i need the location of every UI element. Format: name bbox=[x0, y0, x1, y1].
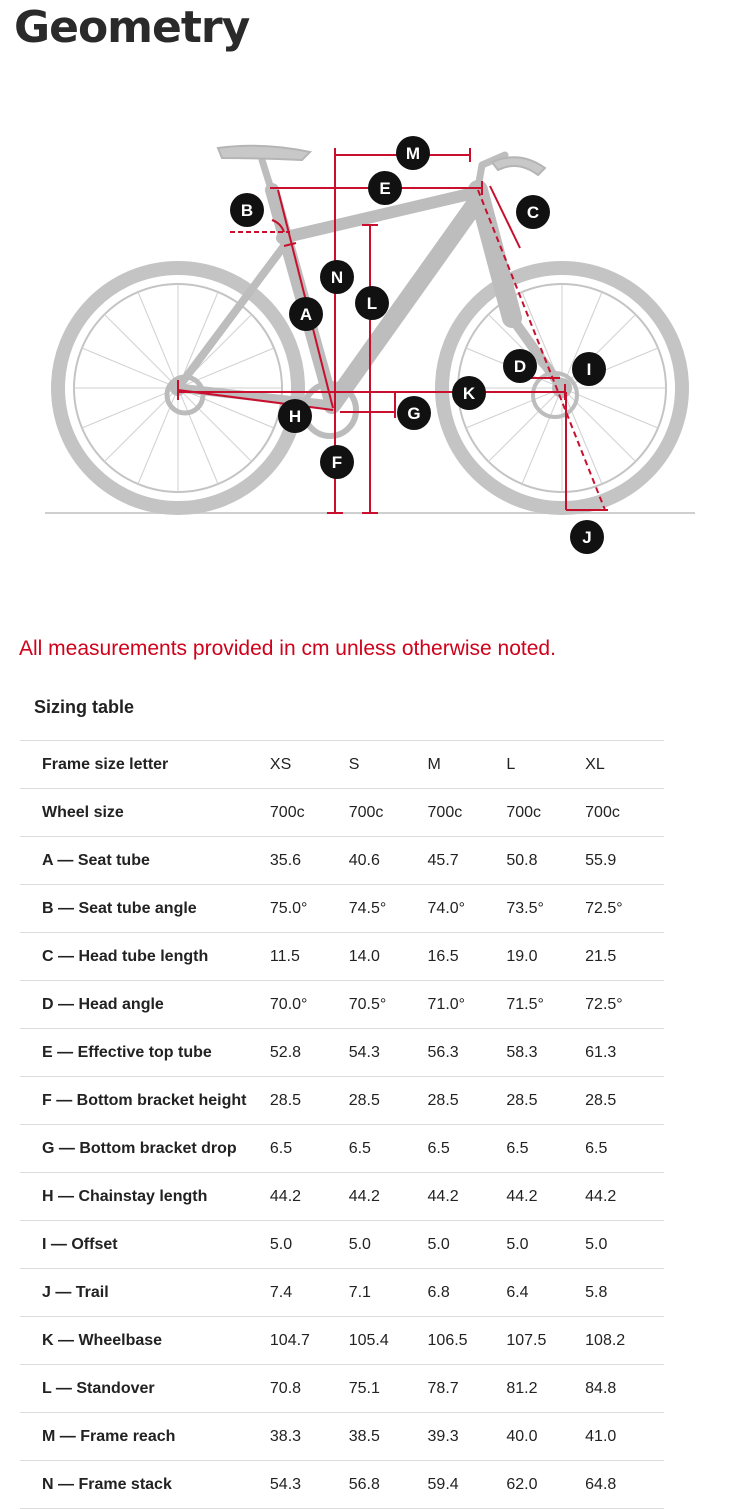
table-cell: 64.8 bbox=[585, 1475, 617, 1493]
table-cell: 21.5 bbox=[585, 947, 617, 965]
marker-m bbox=[396, 136, 430, 170]
row-label: L — Standover bbox=[42, 1379, 155, 1397]
table-cell: 28.5 bbox=[427, 1091, 459, 1109]
table-cell: 52.8 bbox=[269, 1043, 302, 1061]
marker-l bbox=[355, 286, 389, 320]
table-cell: 75.0° bbox=[269, 899, 308, 917]
table-cell: 5.0 bbox=[269, 1235, 293, 1253]
table-cell: 44.2 bbox=[506, 1187, 538, 1205]
svg-text:G: G bbox=[407, 404, 421, 423]
table-cell: 14.0 bbox=[348, 947, 380, 965]
table-row bbox=[20, 1413, 664, 1461]
table-body bbox=[20, 789, 664, 1509]
marker-a bbox=[289, 297, 323, 331]
table-cell: 40.6 bbox=[348, 851, 380, 869]
table-cell: 74.5° bbox=[348, 899, 387, 917]
table-cell: 106.5 bbox=[427, 1331, 468, 1349]
row-label: K — Wheelbase bbox=[42, 1331, 163, 1349]
row-label: H — Chainstay length bbox=[42, 1187, 208, 1205]
marker-e bbox=[368, 171, 402, 205]
table-cell: 38.3 bbox=[269, 1427, 302, 1445]
table-cell: 70.5° bbox=[348, 995, 387, 1013]
row-label: C — Head tube length bbox=[42, 947, 209, 965]
header-size: XL bbox=[585, 755, 605, 773]
marker-h bbox=[278, 399, 312, 433]
header-size: M bbox=[427, 755, 441, 773]
header-size: L bbox=[506, 755, 516, 773]
handlebar bbox=[492, 157, 545, 175]
svg-text:I: I bbox=[586, 360, 592, 379]
row-label: D — Head angle bbox=[42, 995, 164, 1013]
page-title: Geometry bbox=[14, 2, 250, 53]
sizing-table-title: Sizing table bbox=[34, 697, 135, 717]
table-cell: 61.3 bbox=[585, 1043, 617, 1061]
measurement-note: All measurements provided in cm unless otherwise noted. bbox=[19, 637, 556, 660]
table-cell: 50.8 bbox=[506, 851, 538, 869]
table-cell: 70.8 bbox=[269, 1379, 302, 1397]
table-cell: 62.0 bbox=[506, 1475, 538, 1493]
table-cell: 700c bbox=[348, 803, 384, 821]
table-cell: 5.8 bbox=[585, 1283, 608, 1301]
table-cell: 41.0 bbox=[585, 1427, 617, 1445]
line-steer-axis bbox=[478, 190, 605, 510]
table-cell: 700c bbox=[585, 803, 620, 821]
header-size: S bbox=[348, 755, 360, 773]
table-cell: 107.5 bbox=[506, 1331, 547, 1349]
table-cell: 700c bbox=[427, 803, 463, 821]
table-cell: 56.8 bbox=[348, 1475, 380, 1493]
svg-text:F: F bbox=[331, 453, 343, 472]
table-header-row bbox=[20, 741, 664, 789]
table-cell: 28.5 bbox=[585, 1091, 617, 1109]
table-cell: 54.3 bbox=[348, 1043, 380, 1061]
table-cell: 40.0 bbox=[506, 1427, 538, 1445]
table-cell: 55.9 bbox=[585, 851, 617, 869]
row-label: J — Trail bbox=[42, 1283, 109, 1301]
table-row bbox=[20, 1173, 664, 1221]
marker-n bbox=[320, 260, 354, 294]
svg-text:B: B bbox=[240, 201, 254, 220]
table-cell: 71.0° bbox=[427, 995, 466, 1013]
table-cell: 44.2 bbox=[427, 1187, 459, 1205]
table-cell: 5.0 bbox=[427, 1235, 450, 1253]
table-cell: 16.5 bbox=[427, 947, 459, 965]
row-label: M — Frame reach bbox=[42, 1427, 176, 1445]
table-cell: 70.0° bbox=[269, 995, 308, 1013]
table-row bbox=[20, 1029, 664, 1077]
row-label: I — Offset bbox=[42, 1235, 118, 1253]
svg-text:L: L bbox=[366, 294, 378, 313]
table-cell: 6.5 bbox=[585, 1139, 608, 1157]
table-cell: 5.0 bbox=[348, 1235, 371, 1253]
table-cell: 54.3 bbox=[269, 1475, 302, 1493]
table-cell: 75.1 bbox=[348, 1379, 380, 1397]
table-row bbox=[20, 1317, 664, 1365]
table-row bbox=[20, 885, 664, 933]
svg-text:D: D bbox=[513, 357, 527, 376]
table-cell: 6.8 bbox=[427, 1283, 450, 1301]
header-size: XS bbox=[269, 755, 292, 773]
table-cell: 72.5° bbox=[585, 995, 623, 1013]
table-cell: 5.0 bbox=[585, 1235, 608, 1253]
table-cell: 6.5 bbox=[269, 1139, 293, 1157]
svg-text:M: M bbox=[405, 144, 421, 163]
row-label: E — Effective top tube bbox=[42, 1043, 212, 1061]
svg-text:C: C bbox=[526, 203, 540, 222]
row-label: N — Frame stack bbox=[42, 1475, 172, 1493]
table-row bbox=[20, 837, 664, 885]
svg-text:N: N bbox=[330, 268, 344, 287]
table-row bbox=[20, 981, 664, 1029]
bike-geometry-diagram bbox=[40, 125, 710, 560]
svg-text:J: J bbox=[582, 528, 592, 547]
marker-g bbox=[397, 396, 431, 430]
marker-j bbox=[570, 520, 604, 554]
table-cell: 105.4 bbox=[348, 1331, 389, 1349]
table-cell: 74.0° bbox=[427, 899, 466, 917]
svg-text:A: A bbox=[299, 305, 313, 324]
row-label: B — Seat tube angle bbox=[42, 899, 197, 917]
table-cell: 81.2 bbox=[506, 1379, 538, 1397]
table-cell: 72.5° bbox=[585, 899, 623, 917]
row-label: G — Bottom bracket drop bbox=[42, 1139, 237, 1157]
table-cell: 45.7 bbox=[427, 851, 459, 869]
table-cell: 58.3 bbox=[506, 1043, 538, 1061]
marker-c bbox=[516, 195, 550, 229]
svg-text:K: K bbox=[462, 384, 476, 403]
marker-i bbox=[572, 352, 606, 386]
table-cell: 56.3 bbox=[427, 1043, 459, 1061]
table-cell: 78.7 bbox=[427, 1379, 459, 1397]
table-cell: 28.5 bbox=[348, 1091, 380, 1109]
table-cell: 6.5 bbox=[506, 1139, 529, 1157]
table-row bbox=[20, 789, 664, 837]
header-label: Frame size letter bbox=[42, 755, 169, 773]
table-cell: 104.7 bbox=[269, 1331, 310, 1349]
table-cell: 6.5 bbox=[348, 1139, 371, 1157]
table-cell: 59.4 bbox=[427, 1475, 459, 1493]
table-row bbox=[20, 1125, 664, 1173]
svg-text:E: E bbox=[379, 179, 391, 198]
table-cell: 84.8 bbox=[585, 1379, 617, 1397]
table-cell: 28.5 bbox=[269, 1091, 302, 1109]
table-cell: 44.2 bbox=[585, 1187, 617, 1205]
table-cell: 11.5 bbox=[269, 947, 300, 965]
table-cell: 19.0 bbox=[506, 947, 538, 965]
marker-d bbox=[503, 349, 537, 383]
table-cell: 108.2 bbox=[585, 1331, 626, 1349]
table-cell: 7.1 bbox=[348, 1283, 371, 1301]
table-cell: 44.2 bbox=[348, 1187, 380, 1205]
row-label: Wheel size bbox=[42, 803, 124, 821]
table-cell: 5.0 bbox=[506, 1235, 529, 1253]
table-row bbox=[20, 1269, 664, 1317]
table-cell: 71.5° bbox=[506, 995, 544, 1013]
row-label: A — Seat tube bbox=[42, 851, 150, 869]
table-cell: 35.6 bbox=[269, 851, 302, 869]
table-row bbox=[20, 1077, 664, 1125]
table-cell: 39.3 bbox=[427, 1427, 459, 1445]
table-cell: 6.5 bbox=[427, 1139, 450, 1157]
table-row bbox=[20, 1221, 664, 1269]
row-label: F — Bottom bracket height bbox=[42, 1091, 247, 1109]
marker-f bbox=[320, 445, 354, 479]
table-row bbox=[20, 1461, 664, 1509]
sizing-table bbox=[20, 740, 664, 1509]
table-cell: 28.5 bbox=[506, 1091, 538, 1109]
table-cell: 38.5 bbox=[348, 1427, 380, 1445]
table-row bbox=[20, 933, 664, 981]
table-row bbox=[20, 1365, 664, 1413]
table-cell: 700c bbox=[506, 803, 542, 821]
table-cell: 73.5° bbox=[506, 899, 544, 917]
table-cell: 44.2 bbox=[269, 1187, 302, 1205]
table-cell: 7.4 bbox=[269, 1283, 293, 1301]
table-cell: 6.4 bbox=[506, 1283, 529, 1301]
marker-b bbox=[230, 193, 264, 227]
saddle bbox=[218, 146, 310, 160]
table-cell: 700c bbox=[269, 803, 305, 821]
svg-text:H: H bbox=[288, 407, 302, 426]
marker-k bbox=[452, 376, 486, 410]
